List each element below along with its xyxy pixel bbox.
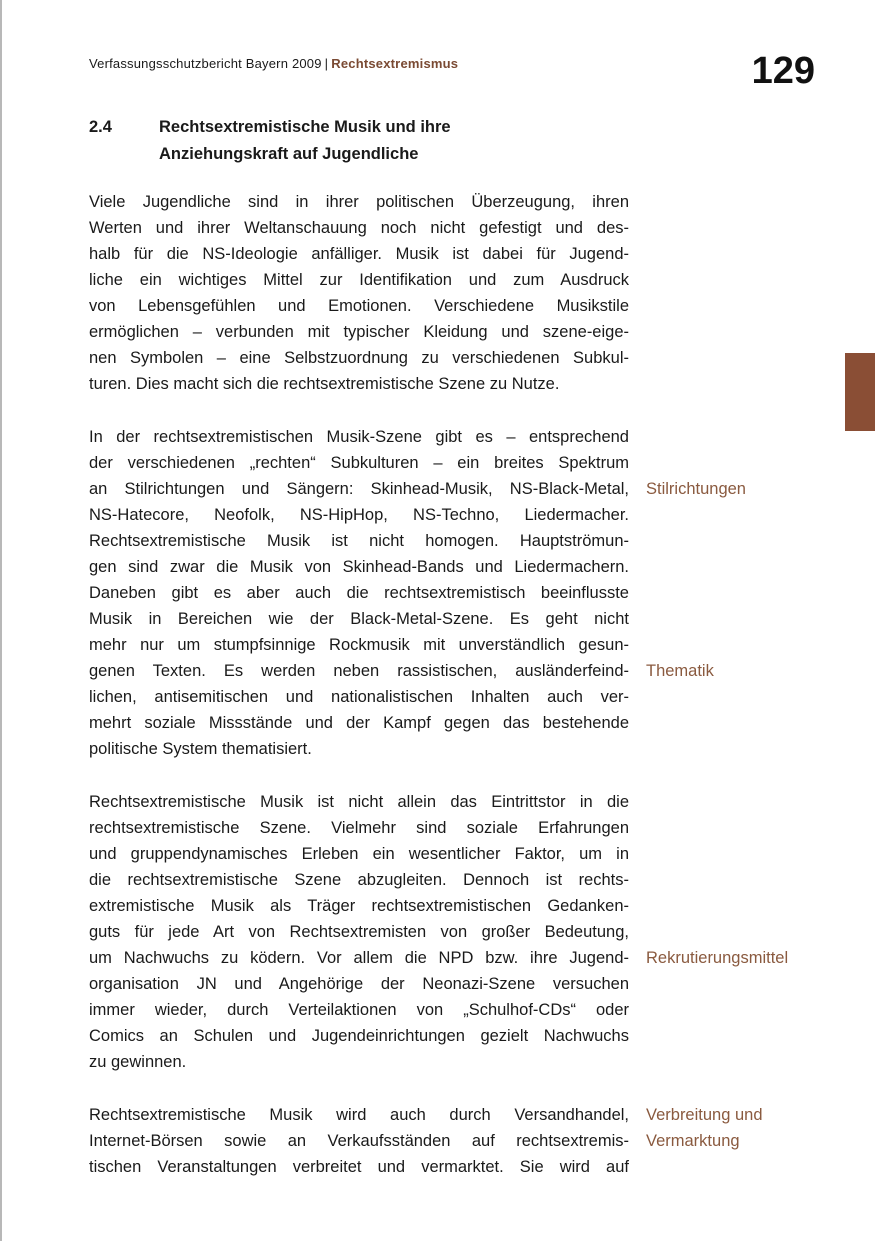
paragraph-4 (89, 1102, 629, 1180)
text-line: an Stilrichtungen und Sängern: Skinhead-Musik, NS-Black-Metal, (89, 480, 629, 498)
chapter-tab-marker (845, 353, 875, 431)
text-line: turen. Dies macht sich die rechtsextremistische Szene zu Nutze. (89, 375, 560, 393)
text-line: zu gewinnen. (89, 1053, 187, 1071)
header-separator: | (324, 56, 329, 71)
text-line: mehrt soziale Missstände und der Kampf gegen das bestehende (89, 714, 629, 732)
paragraph-2 (89, 424, 629, 762)
section-title (159, 114, 579, 168)
text-line: lichen, antisemitischen und nationalistischen Inhalten auch ver- (89, 688, 629, 706)
text-line: NS-Hatecore, Neofolk, NS-HipHop, NS-Techno, Liedermacher. (89, 506, 629, 524)
text-line: um Nachwuchs zu ködern. Vor allem die NPD bzw. ihre Jugend- (89, 949, 629, 967)
margin-note-rekrutierungsmittel: Rekrutierungsmittel (646, 949, 789, 967)
text-line: Comics an Schulen und Jugendeinrichtungen gezielt Nachwuchs (89, 1027, 629, 1045)
text-line: Werten und ihrer Weltanschauung noch nicht gefestigt und des- (89, 219, 629, 237)
page-edge-rule (0, 0, 2, 1241)
text-line: Daneben gibt es aber auch die rechtsextremistisch beeinflusste (89, 584, 629, 602)
text-line: Rechtsextremistische Musik ist nicht homogen. Hauptströmun- (89, 532, 629, 550)
text-line: mehr nur um stumpfsinnige Rockmusik mit unverständlich gesun- (89, 636, 629, 654)
text-line: die rechtsextremistische Szene abzugleiten. Dennoch ist rechts- (89, 871, 629, 889)
text-line: genen Texten. Es werden neben rassistischen, ausländerfeind- (89, 662, 629, 680)
text-line: ermöglichen – verbunden mit typischer Kleidung und szene-eige- (89, 323, 629, 341)
text-line: Internet-Börsen sowie an Verkaufsständen auf rechtsextremis- (89, 1132, 629, 1150)
text-line: organisation JN und Angehörige der Neonazi-Szene versuchen (89, 975, 629, 993)
text-line: von Lebensgefühlen und Emotionen. Verschiedene Musikstile (89, 297, 629, 315)
text-line: Rechtsextremistische Musik wird auch durch Versandhandel, (89, 1106, 629, 1124)
section-number: 2.4 (89, 118, 112, 136)
margin-note-stilrichtungen: Stilrichtungen (646, 480, 746, 498)
text-line: tischen Veranstaltungen verbreitet und vermarktet. Sie wird auf (89, 1158, 629, 1176)
text-line: der verschiedenen „rechten“ Subkulturen – ein breites Spektrum (89, 454, 629, 472)
text-line: liche ein wichtiges Mittel zur Identifikation und zum Ausdruck (89, 271, 629, 289)
header-section: Rechtsextremismus (331, 56, 459, 71)
text-line: nen Symbolen – eine Selbstzuordnung zu verschiedenen Subkul- (89, 349, 629, 367)
page-number: 129 (751, 50, 815, 92)
header-title: Verfassungsschutzbericht Bayern 2009 (89, 56, 322, 71)
text-line: extremistische Musik als Träger rechtsextremistischen Gedanken- (89, 897, 629, 915)
text-line: gen sind zwar die Musik von Skinhead-Bands und Liedermachern. (89, 558, 629, 576)
margin-note-verbreitung-line1: Verbreitung und (646, 1106, 763, 1124)
paragraph-3 (89, 789, 629, 1075)
text-line: Musik in Bereichen wie der Black-Metal-Szene. Es geht nicht (89, 610, 629, 628)
section-title-line: Rechtsextremistische Musik und ihre (159, 118, 451, 136)
text-line: immer wieder, durch Verteilaktionen von „Schulhof-CDs“ oder (89, 1001, 629, 1019)
margin-note-verbreitung-line2: Vermarktung (646, 1132, 740, 1150)
text-line: rechtsextremistische Szene. Vielmehr sind soziale Erfahrungen (89, 819, 629, 837)
text-line: guts für jede Art von Rechtsextremisten von großer Bedeutung, (89, 923, 629, 941)
text-line: und gruppendynamisches Erleben ein wesentlicher Faktor, um in (89, 845, 629, 863)
running-header (89, 56, 458, 71)
text-line: In der rechtsextremistischen Musik-Szene gibt es – entsprechend (89, 428, 629, 446)
paragraph-1 (89, 189, 629, 397)
text-line: politische System thematisiert. (89, 740, 312, 758)
text-line: halb für die NS-Ideologie anfälliger. Musik ist dabei für Jugend- (89, 245, 629, 263)
section-title-line: Anziehungskraft auf Jugendliche (159, 145, 419, 163)
text-line: Viele Jugendliche sind in ihrer politischen Überzeugung, ihren (89, 193, 629, 211)
margin-note-thematik: Thematik (646, 662, 714, 680)
text-line: Rechtsextremistische Musik ist nicht allein das Eintrittstor in die (89, 793, 629, 811)
